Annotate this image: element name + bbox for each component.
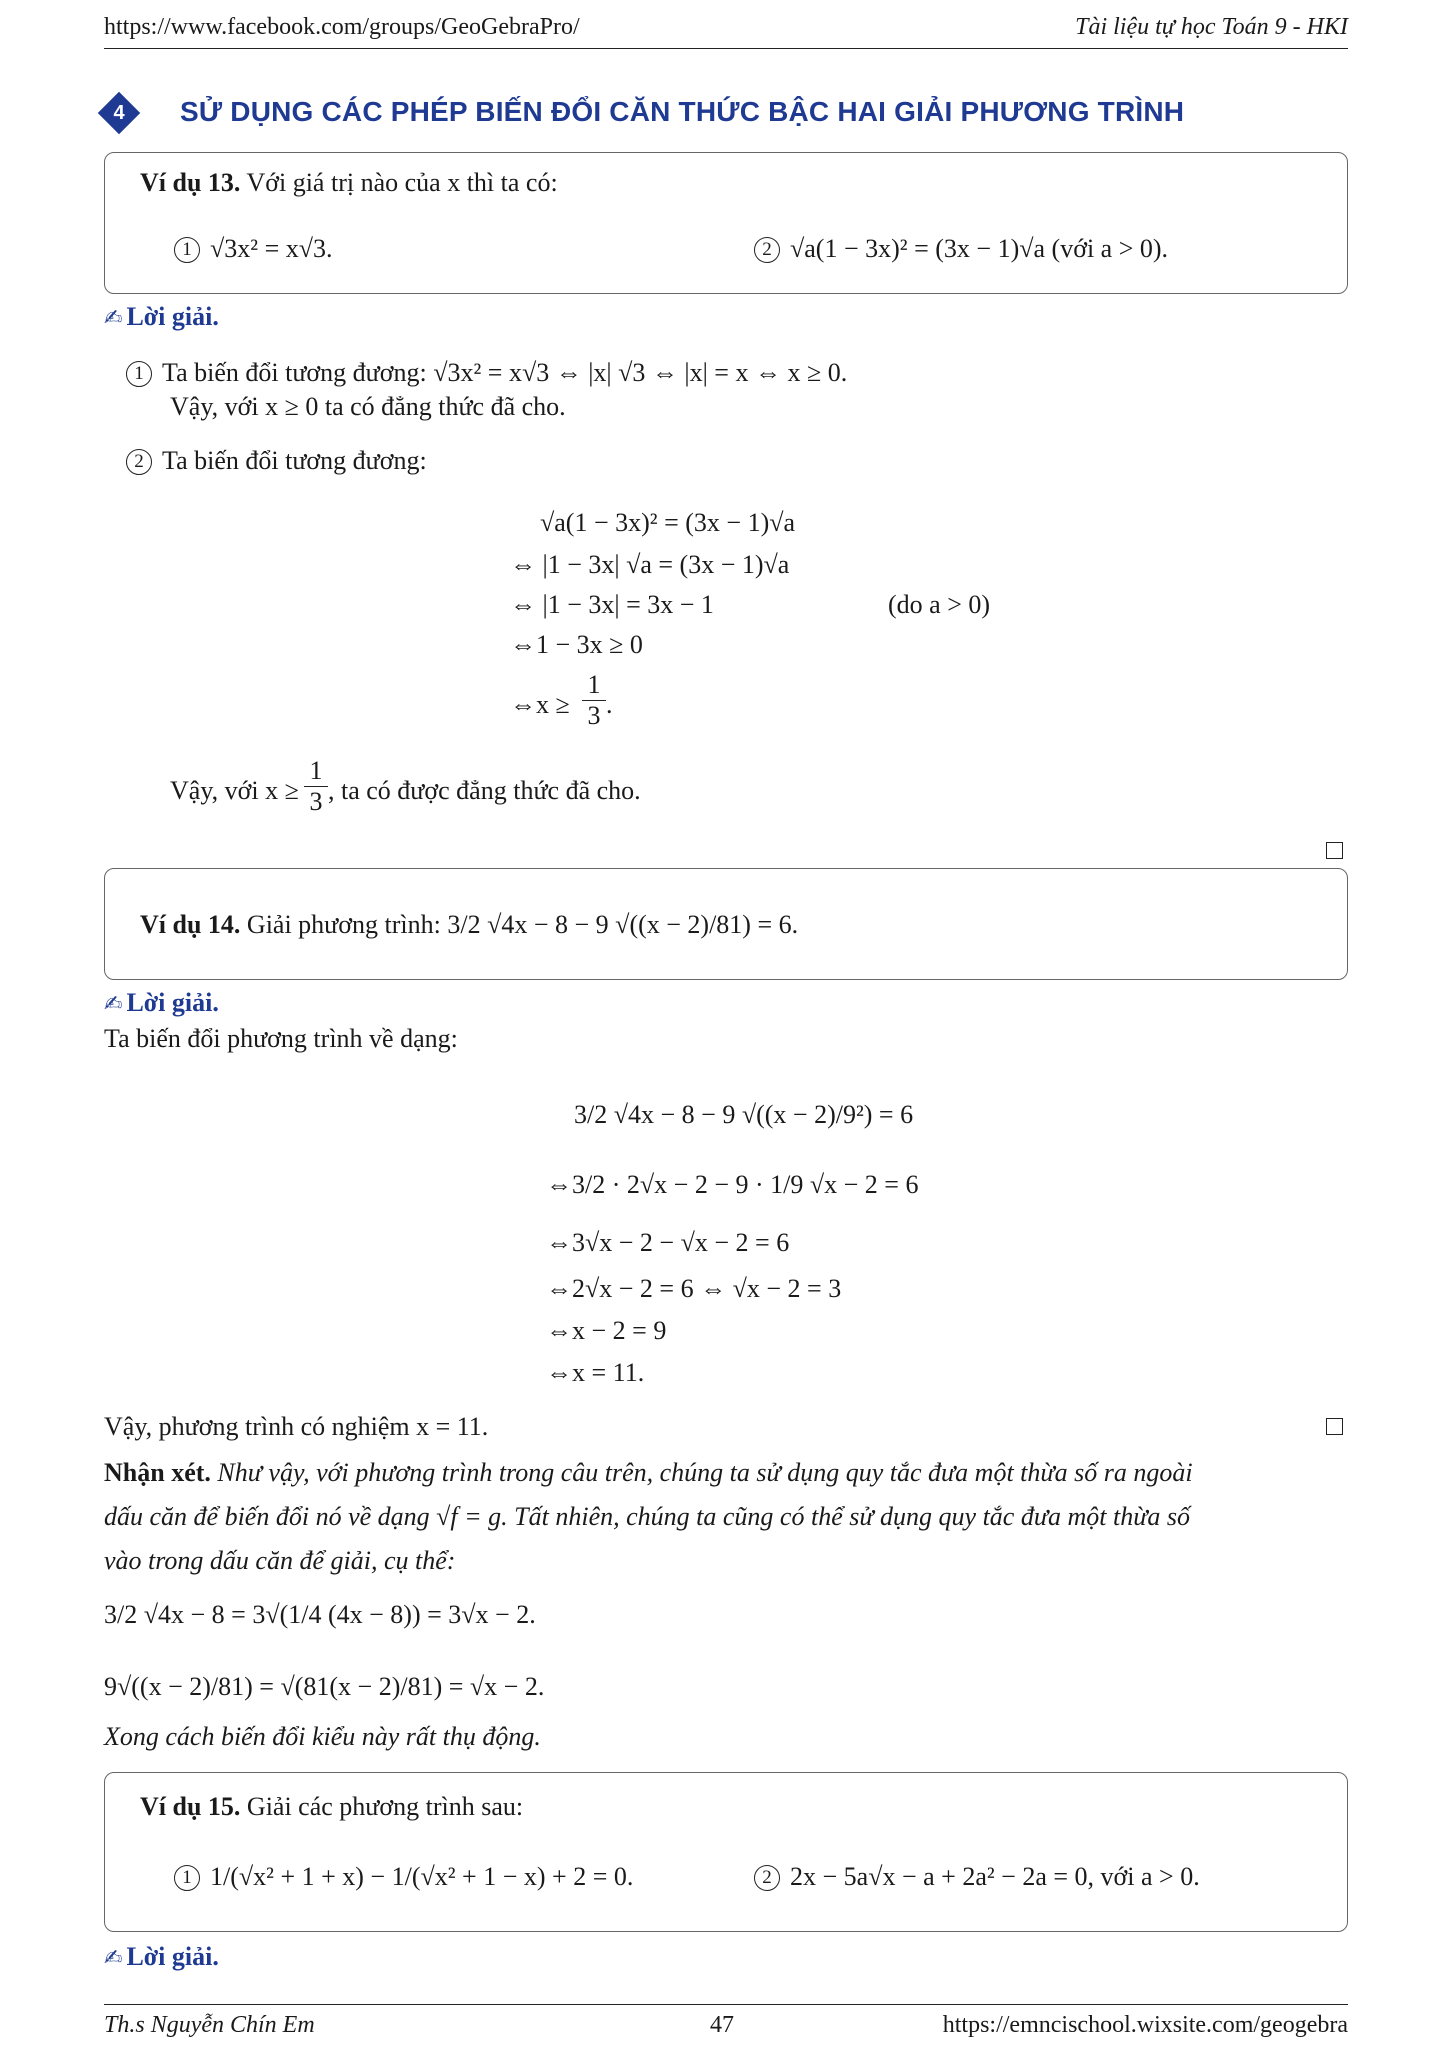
derivation-step: ⇔1 − 3x ≥ 0 bbox=[510, 630, 643, 659]
example-14-heading bbox=[140, 910, 798, 940]
example-13-item-2-text: √a(1 − 3x)² = (3x − 1)√a (với a > 0). bbox=[790, 234, 1169, 263]
solution-label: Lời giải. bbox=[126, 988, 219, 1017]
derivation-step: ⇔x ≥ bbox=[510, 690, 570, 719]
solution-14-intro: Ta biến đổi phương trình về dạng: bbox=[104, 1024, 458, 1053]
fraction bbox=[304, 756, 328, 817]
example-13-item-1 bbox=[174, 234, 333, 264]
section-title: SỬ DỤNG CÁC PHÉP BIẾN ĐỔI CĂN THỨC BẬC HAI GIẢI PHƯƠNG TRÌNH bbox=[180, 96, 1185, 127]
example-14-label: Ví dụ 14. bbox=[140, 910, 241, 939]
header-right-title: Tài liệu tự học Toán 9 - HKI bbox=[1075, 14, 1348, 40]
example-14-prompt: Giải phương trình: bbox=[246, 910, 441, 939]
item-number-circle: 2 bbox=[126, 449, 152, 475]
example-15-item-1 bbox=[174, 1862, 633, 1892]
example-15-item-1-text: 1/(√x² + 1 + x) − 1/(√x² + 1 − x) + 2 = 0. bbox=[210, 1862, 634, 1891]
footer-author: Th.s Nguyễn Chín Em bbox=[104, 2012, 315, 2038]
remark-label: Nhận xét. bbox=[104, 1458, 211, 1487]
solution-heading-13 bbox=[104, 302, 219, 332]
solution-13-conclusion-post: , ta có được đẳng thức đã cho. bbox=[328, 776, 641, 805]
item-number-circle: 2 bbox=[754, 1865, 780, 1891]
header-left-url[interactable]: https://www.facebook.com/groups/GeoGebraPro/ bbox=[104, 14, 580, 40]
pen-icon: ✍ bbox=[104, 1946, 123, 1971]
remark-text: Như vậy, với phương trình trong câu trên, chúng ta sử dụng quy tắc đưa một thừa số ra ngoài bbox=[217, 1458, 1193, 1487]
remark-equation-2: 9√((x − 2)/81) = √(81(x − 2)/81) = √x − 2. bbox=[104, 1672, 545, 1701]
example-13-label: Ví dụ 13. bbox=[140, 168, 241, 197]
remark-equation-1: 3/2 √4x − 8 = 3√(1/4 (4x − 8)) = 3√x − 2. bbox=[104, 1600, 536, 1629]
remark-closing: Xong cách biến đổi kiểu này rất thụ động. bbox=[104, 1722, 541, 1751]
solution-heading-15 bbox=[104, 1942, 219, 1972]
fraction-denominator: 3 bbox=[582, 700, 606, 731]
example-15-item-2 bbox=[754, 1862, 1200, 1892]
item-number-circle: 1 bbox=[174, 237, 200, 263]
derivation-step: √a(1 − 3x)² = (3x − 1)√a bbox=[540, 508, 796, 537]
footer-url[interactable]: https://emncischool.wixsite.com/geogebra bbox=[942, 2012, 1348, 2038]
example-15-label: Ví dụ 15. bbox=[140, 1792, 241, 1821]
fraction bbox=[582, 670, 606, 731]
derivation-step: 3/2 √4x − 8 − 9 √((x − 2)/9²) = 6 bbox=[574, 1100, 914, 1129]
derivation-step: ⇔3√x − 2 − √x − 2 = 6 bbox=[546, 1228, 790, 1257]
example-13-item-2 bbox=[754, 234, 1168, 264]
solution-13-part-2 bbox=[126, 446, 427, 476]
solution-13-line-2: Vậy, với x ≥ 0 ta có đẳng thức đã cho. bbox=[170, 392, 566, 421]
example-13-prompt: Với giá trị nào của x thì ta có: bbox=[246, 168, 558, 197]
example-15-prompt: Giải các phương trình sau: bbox=[246, 1792, 524, 1821]
solution-13-conclusion-pre: Vậy, với x ≥ bbox=[170, 776, 299, 805]
derivation-step: ⇔ |1 − 3x| √a = (3x − 1)√a bbox=[510, 550, 790, 579]
fraction-denominator: 3 bbox=[304, 786, 328, 817]
pen-icon: ✍ bbox=[104, 306, 123, 331]
remark-line-1 bbox=[104, 1458, 1193, 1488]
solution-heading-14 bbox=[104, 988, 219, 1018]
qed-square-icon bbox=[1326, 1418, 1343, 1435]
derivation-step-note: (do a > 0) bbox=[888, 590, 991, 619]
remark-line-3: vào trong dấu căn để giải, cụ thể: bbox=[104, 1546, 456, 1575]
derivation-step: ⇔x − 2 = 9 bbox=[546, 1316, 667, 1345]
derivation-step: ⇔x = 11. bbox=[546, 1358, 645, 1387]
fraction-numerator: 1 bbox=[587, 670, 601, 699]
example-13-heading bbox=[140, 168, 558, 198]
example-15-heading bbox=[140, 1792, 523, 1822]
qed-square-icon bbox=[1326, 842, 1343, 859]
example-15-item-2-text: 2x − 5a√x − a + 2a² − 2a = 0, với a > 0. bbox=[790, 1862, 1200, 1891]
pen-icon: ✍ bbox=[104, 992, 123, 1017]
derivation-step: ⇔2√x − 2 = 6 ⇔ √x − 2 = 3 bbox=[546, 1274, 842, 1303]
derivation-step: ⇔3/2 · 2√x − 2 − 9 · 1/9 √x − 2 = 6 bbox=[546, 1170, 919, 1199]
footer-rule bbox=[104, 2004, 1348, 2005]
remark-line-2: dấu căn để biến đổi nó về dạng √f = g. Tất nhiên, chúng ta cũng có thể sử dụng quy tắc đưa một thừa số bbox=[104, 1502, 1191, 1531]
header-rule bbox=[104, 48, 1348, 49]
section-number: 4 bbox=[113, 102, 125, 124]
solution-13-part-2-intro: Ta biến đổi tương đương: bbox=[162, 446, 427, 475]
example-14-equation: 3/2 √4x − 8 − 9 √((x − 2)/81) = 6. bbox=[447, 910, 799, 939]
fraction-numerator: 1 bbox=[309, 756, 323, 785]
item-number-circle: 2 bbox=[754, 237, 780, 263]
solution-13-part-1 bbox=[126, 358, 847, 388]
solution-label: Lời giải. bbox=[126, 302, 219, 331]
example-13-item-1-text: √3x² = x√3. bbox=[210, 234, 333, 263]
footer-page-number: 47 bbox=[710, 2012, 734, 2038]
solution-label: Lời giải. bbox=[126, 1942, 219, 1971]
solution-14-conclusion: Vậy, phương trình có nghiệm x = 11. bbox=[104, 1412, 489, 1441]
derivation-step: ⇔ |1 − 3x| = 3x − 1 bbox=[510, 590, 714, 619]
solution-13-line-1: Ta biến đổi tương đương: √3x² = x√3 ⇔ |x| √3 ⇔ |x| = x ⇔ x ≥ 0. bbox=[162, 358, 848, 387]
item-number-circle: 1 bbox=[126, 361, 152, 387]
item-number-circle: 1 bbox=[174, 1865, 200, 1891]
